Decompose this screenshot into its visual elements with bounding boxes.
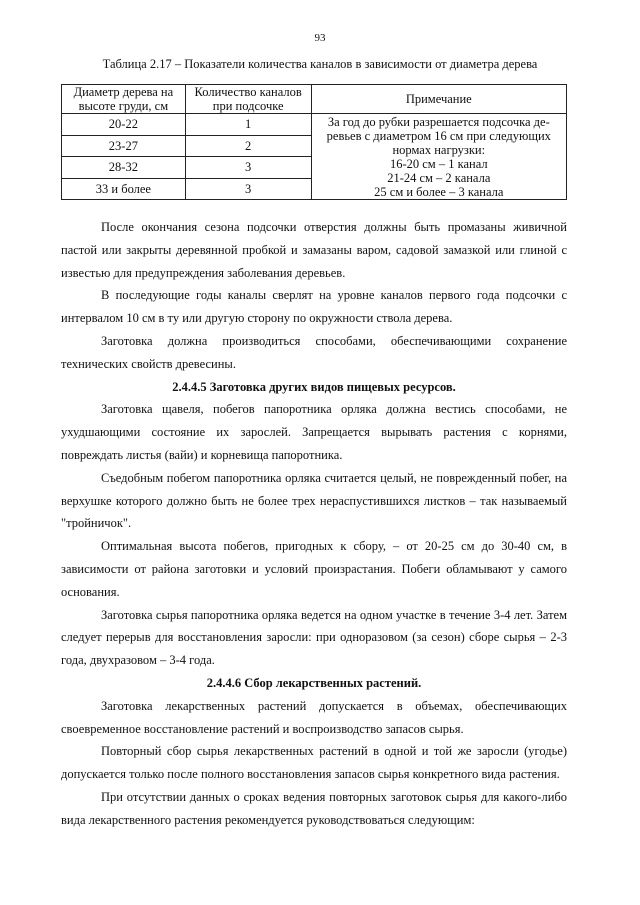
paragraph: Заготовка лекарственных растений допускается в объемах, обеспечивающих своевременное восстановление растений и воспроизводство запасов сырья. xyxy=(61,698,567,736)
table-caption: Таблица 2.17 – Показатели количества каналов в зависимости от диаметра дерева xyxy=(102,57,538,71)
cell-diameter: 20-22 xyxy=(62,114,186,136)
page-number: 93 xyxy=(314,32,326,44)
paragraph: Заготовка щавеля, побегов папоротника орляка должна вестись способами, не ухудшающими состояние их зарослей. Запрещается вырывать растения с корнями, повреждать листья (вайи) и корневища папоротника. xyxy=(61,402,567,462)
note-line: ревьев с диаметром 16 см при следующих xyxy=(326,129,551,143)
paragraph: При отсутствии данных о сроках ведения повторных заготовок сырья для какого-либо вида лекарственного растения рекомендуется руководствоваться следующим: xyxy=(61,789,567,827)
cell-note xyxy=(311,114,566,200)
section-heading: 2.4.4.6 Сбор лекарственных растений. xyxy=(206,675,422,690)
column-header-channels: Количество каналов при подсочке xyxy=(185,85,311,114)
cell-diameter: 28-32 xyxy=(62,157,186,179)
paragraph: После окончания сезона подсочки отверстия должны быть промазаны живичной пастой или закрыты деревянной пробкой и замазаны варом, садовой замазкой или глиной с известью для предупреждения заболевания деревьев. xyxy=(61,220,567,280)
paragraph: В последующие годы каналы сверлят на уровне каналов первого года подсочки с интервалом 10 см в ту или другую сторону по окружности ствола дерева. xyxy=(61,288,567,326)
note-line: 16-20 см – 1 канал xyxy=(389,157,488,171)
cell-channels: 3 xyxy=(185,157,311,179)
cell-channels: 2 xyxy=(185,135,311,157)
table-row xyxy=(62,114,567,136)
channels-table xyxy=(61,84,567,200)
paragraph: Заготовка должна производиться способами, обеспечивающими сохранение технических свойств древесины. xyxy=(61,333,567,371)
column-header-note: Примечание xyxy=(311,85,566,114)
note-line: нормах нагрузки: xyxy=(392,143,486,157)
paragraph: Повторный сбор сырья лекарственных растений в одной и той же заросли (угодье) допускается только после полного восстановления запасов сырья конкретного вида растения. xyxy=(61,744,567,782)
paragraph: Заготовка сырья папоротника орляка ведется на одном участке в течение 3-4 лет. Затем следует перерыв для восстановления заросли: при одноразовом (за сезон) сборе сырья – 2-3 года, двухразовом – 3-4 года. xyxy=(61,607,567,668)
cell-channels: 1 xyxy=(185,114,311,136)
cell-diameter: 23-27 xyxy=(62,135,186,157)
note-line: 21-24 см – 2 канала xyxy=(387,171,491,185)
column-header-diameter: Диаметр дерева на высоте груди, см xyxy=(62,85,186,114)
cell-channels: 3 xyxy=(185,178,311,200)
body-text xyxy=(61,216,567,832)
section-heading: 2.4.4.5 Заготовка других видов пищевых ресурсов. xyxy=(172,379,456,394)
paragraph: Съедобным побегом папоротника орляка считается целый, не поврежденный побег, на верхушке которого должно быть не более трех нераспустившихся листков – так называемый "тройничок". xyxy=(61,470,567,531)
paragraph: Оптимальная высота побегов, пригодных к сбору, – от 20-25 см до 30-40 см, в зависимости от района заготовки и условий произрастания. Побеги обламывают у самого основания. xyxy=(61,539,567,599)
table-header-row xyxy=(62,85,567,114)
note-line: За год до рубки разрешается подсочка де- xyxy=(327,115,550,129)
note-line: 25 см и более – 3 канала xyxy=(374,185,504,199)
cell-diameter: 33 и более xyxy=(62,178,186,200)
